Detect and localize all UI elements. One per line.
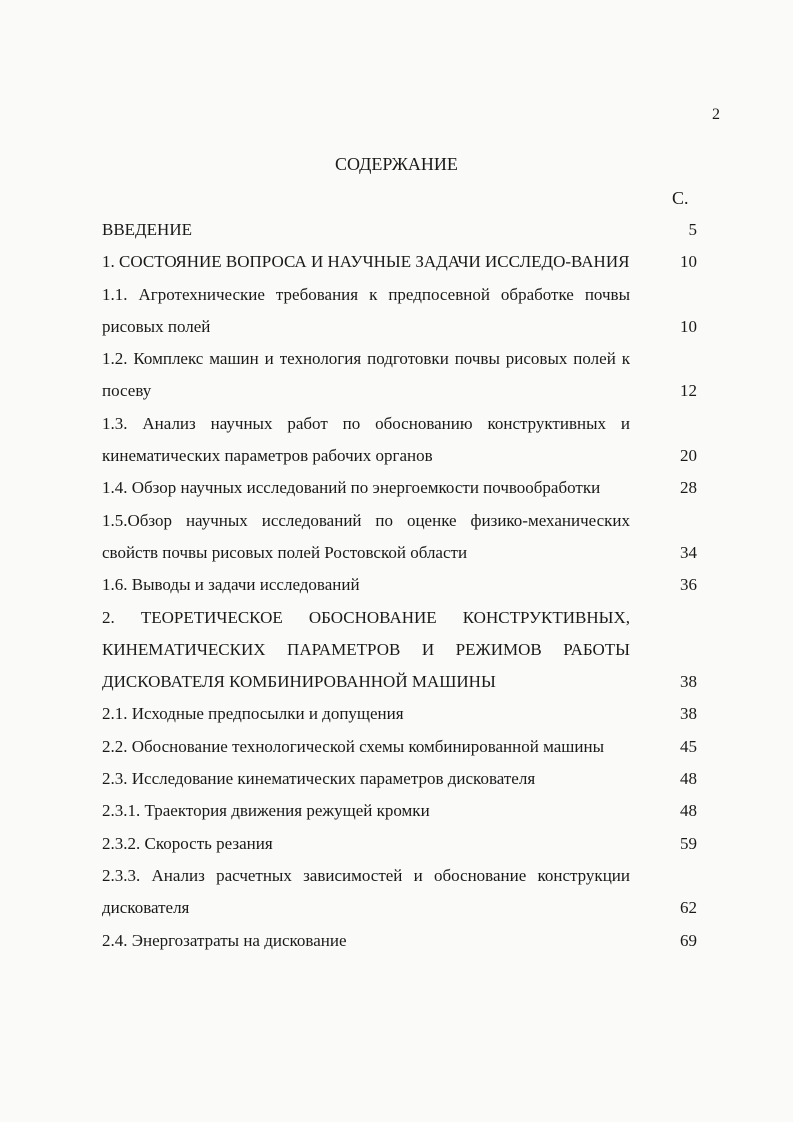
toc-entry-text: 1.5.Обзор научных исследований по оценке физико-механических свойств почвы рисовых полей Ростовской области [102,510,630,562]
toc-entry-text: 1.3. Анализ научных работ по обоснованию конструктивных и кинематических параметров рабочих органов [102,413,630,466]
toc-entry-text: 1.1. Агротехнические требования к предпосевной обработке почвы рисовых полей [102,284,630,336]
toc-entry-text: 1.6. Выводы и задачи исследований [102,575,360,595]
toc-entry-page: 48 [680,769,697,789]
toc-entry-page: 5 [688,220,697,239]
toc-entry-page: 10 [680,252,697,272]
toc-entry-text: 2.2. Обоснование технологической схемы комбинированной машины [102,736,604,756]
toc-entry [102,763,697,795]
page-column-label: С. [672,188,689,208]
toc-entry [102,246,697,278]
toc-entry-text: 2. ТЕОРЕТИЧЕСКОЕ ОБОСНОВАНИЕ КОНСТРУКТИВНЫХ, КИНЕМАТИЧЕСКИХ ПАРАМЕТРОВ И РЕЖИМОВ РАБОТЫ ДИСКОВАТЕЛЯ КОМБИНИРОВАННОЙ МАШИНЫ [102,607,630,692]
toc-entry-page: 48 [680,801,697,821]
toc-entry-text: 2.4. Энергозатраты на дискование [102,930,347,950]
toc-entry [102,828,697,860]
toc-entry-text: 2.3.1. Траектория движения режущей кромки [102,801,430,821]
toc-entry-text: 1.4. Обзор научных исследований по энергоемкости почвообработки [102,478,601,498]
toc-entry-page: 38 [680,704,697,724]
toc-entry-text: ВВЕДЕНИЕ [102,220,192,239]
toc-entry-text: 2.3. Исследование кинематических параметров дисковатeля [102,769,536,789]
toc-entry [102,795,697,827]
toc-entry [102,602,697,699]
toc-entry-page: 45 [680,736,697,756]
toc-entry [102,569,697,601]
toc-entry-page: 62 [680,898,697,918]
toc-entry-text: 1.2. Комплекс машин и технология подготовки почвы рисовых полей к посеву [102,349,630,401]
toc-entry-page: 34 [680,542,697,562]
toc-entry [102,343,697,408]
toc-entry [102,698,697,730]
toc-entry-page: 28 [680,478,697,498]
toc-entry [102,731,697,763]
toc-entry-page: 36 [680,575,697,595]
page-number: 2 [712,106,720,123]
toc-entry [102,472,697,504]
table-of-contents [102,214,697,957]
toc-entry-text: 2.3.3. Анализ расчетных зависимостей и обоснование конструкции дисковатeля [102,865,630,918]
toc-entry [102,279,697,344]
toc-entry-page: 10 [680,316,697,336]
page-title: СОДЕРЖАНИЕ [335,154,458,174]
toc-entry [102,214,697,246]
toc-entry-page: 12 [680,381,697,401]
toc-entry-page: 20 [680,446,697,466]
toc-entry-text: 2.1. Исходные предпосылки и допущения [102,704,404,724]
toc-entry-text: 1. СОСТОЯНИЕ ВОПРОСА И НАУЧНЫЕ ЗАДАЧИ ИССЛЕДО-ВАНИЯ [102,252,630,272]
toc-entry-page: 59 [680,833,697,853]
toc-entry-page: 69 [680,930,697,950]
toc-entry [102,860,697,925]
toc-entry-page: 38 [680,672,697,692]
toc-entry [102,408,697,473]
toc-entry [102,925,697,957]
toc-entry-text: 2.3.2. Скорость резания [102,833,273,853]
toc-entry [102,505,697,570]
